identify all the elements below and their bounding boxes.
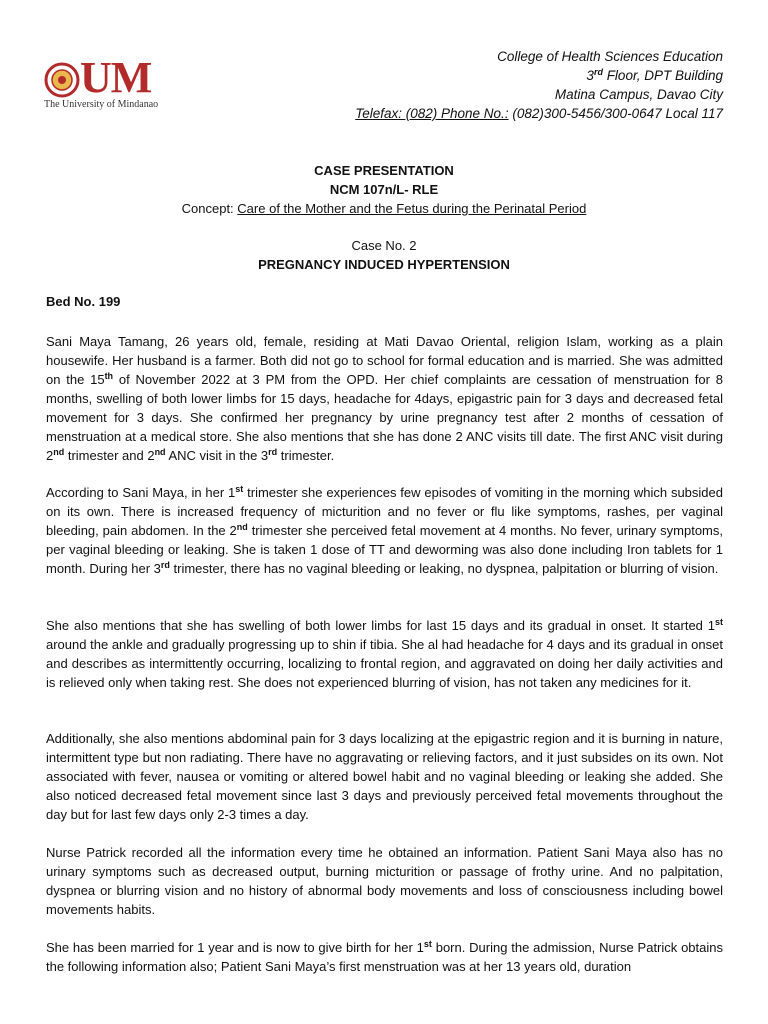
p1-text-b: of November 2022 at 3 PM from the OPD. Her chief complaints are cessation of menstruation for 8 months, swelling of both lower limbs for 15 days, headache for 4days, epigastric pain for 3 days and decreased fetal movement for 3 days. She confirmed her pregnancy by urine pregnancy test after 2 months of cessation of menstruation at a medical store. She also mentions that she has done 2 ANC visits till date. The first ANC visit during 2 [46,372,723,463]
p6-text-a: She has been married for 1 year and is now to give birth for her 1 [46,940,424,955]
college-telefax [355,104,723,123]
p1-sup-3: nd [154,447,166,457]
case-title: PREGNANCY INDUCED HYPERTENSION [258,257,510,272]
telefax-label: Telefax: (082) Phone No.: [355,106,509,121]
paragraph-2 [46,483,723,578]
floor-number: 3 [586,68,594,83]
logo-text: UM [80,53,152,102]
floor-superscript: rd [593,67,603,77]
concept-line [0,201,768,216]
logo-subtitle: The University of Mindanao [44,99,159,110]
college-address [355,47,723,123]
paragraph-4 [46,729,723,824]
p3-text-b: around the ankle and gradually progressing up to shin if tibia. She al had headache for 4 days and its gradual in onset and describes as intermittently occurring, localizing to frontal region, and aggravated on doing her daily activities and is relieved only when taking rest. She does not experienced blurring of vision, has not taken any medicines for it. [46,637,723,690]
college-floor [355,66,723,85]
paragraph-6 [46,938,723,976]
p6-text-b: born. During the admission, Nurse Patrick obtains the following information also; Patient Sani Maya’s first menstruation was at her 13 years old, duration [46,940,723,974]
p1-text-c: trimester and 2 [64,448,155,463]
paragraph-3 [46,616,723,692]
university-logo [44,53,194,112]
telefax-value: (082)300-5456/300-0647 Local 117 [508,106,723,121]
concept-label: Concept: [181,201,238,216]
p2-sup-3: rd [160,560,170,570]
p2-text-b: trimester she experiences few episodes of vomiting in the morning which subsided on its own. There is increased frequency of micturition and no fever or flu like symptoms, rashes, per vaginal bleeding, pain abdomen. In the 2 [46,485,723,538]
p2-text-c: trimester she perceived fetal movement at 4 months. No fever, urinary symptoms, per vaginal bleeding or leaking. She is taken 1 dose of TT and deworming was also done including Iron tablets for 1 month. During her 3 [46,523,724,576]
course-code: NCM 107n/L- RLE [329,182,439,197]
p1-text-a: Sani Maya Tamang, 26 years old, female, residing at Mati Davao Oriental, religion Islam, working as a plain housewife. Her husband is a farmer. Both did not go to school for formal education and is married. She was admitted on the 15 [46,334,723,387]
paragraph-1 [46,332,723,465]
p1-text-d: ANC visit in the 3 [165,448,269,463]
paragraph-5 [46,843,723,919]
p2-text-a: According to Sani Maya, in her 1 [46,485,236,500]
p2-sup-1: st [235,484,244,494]
p1-sup-2: nd [53,447,65,457]
p4-text: Additionally, she also mentions abdominal pain for 3 days localizing at the epigastric region and it is burning in nature, intermittent type but non radiating. There have no aggravating or relieving factors, and it just subsides on its own. Not associated with fever, nausea or vomiting or altered bowel habit and no vaginal bleeding or leaking she added. She also noticed decreased fetal movement since last 3 days and previously perceived fetal movements throughout the day but for last few days only 2-3 times a day. [46,731,723,822]
p2-sup-2: nd [236,522,248,532]
bed-number: Bed No. 199 [46,294,121,309]
floor-building: Floor, DPT Building [602,68,723,83]
p1-sup-1: th [104,371,114,381]
university-seal-icon [44,62,80,98]
p3-sup-1: st [714,617,723,627]
p1-sup-4: rd [268,447,278,457]
college-campus: Matina Campus, Davao City [554,87,723,102]
p1-text-e: trimester. [277,448,335,463]
college-name: College of Health Sciences Education [497,49,723,64]
p3-text-a: She also mentions that she has swelling of both lower limbs for last 15 days and its gradual in onset. It started 1 [46,618,715,633]
case-number: Case No. 2 [351,238,417,253]
p2-text-d: trimester, there has no vaginal bleeding or leaking, no dyspnea, palpitation or blurring of vision. [169,561,719,576]
concept-value: Care of the Mother and the Fetus during the Perinatal Period [237,201,587,216]
p5-text: Nurse Patrick recorded all the information every time he obtained an information. Patient Sani Maya also has no urinary symptoms such as decreased output, burning micturition or passage of frothy urine. And no palpitation, dyspnea or blurring vision and no history of abnormal body movements and loss of consciousness including bowel movements habits. [46,845,723,917]
case-presentation-heading: CASE PRESENTATION [314,163,454,178]
p6-sup-1: st [423,939,432,949]
